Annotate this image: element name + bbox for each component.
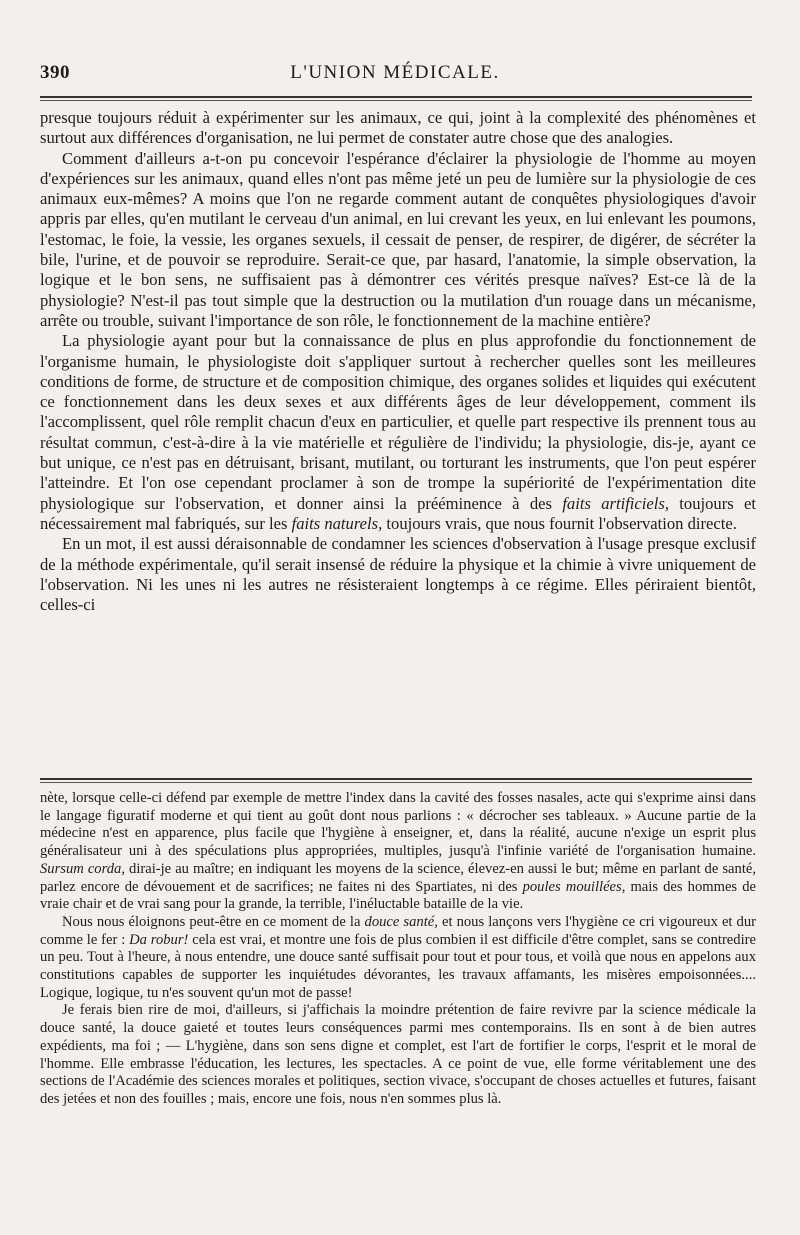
paragraph-continued: presque toujours réduit à expérimenter sur les animaux, ce qui, joint à la complexité des phénomènes et surtout aux différences d'organisation, ne lui permet de constater autre chose que des analogies. <box>40 108 756 148</box>
paragraph-physiology-goal <box>40 331 756 534</box>
footnote-text: dirai-je au maître; en indiquant les moyens de la science, élevez-en aussi le but; même en parlant de santé, parlez encore de dévouement et de sacrifices; ne faites ni des Spartiates, ni des <box>40 860 757 895</box>
emphasis-sursum-corda: Sursum corda, <box>40 860 125 877</box>
running-head <box>40 62 750 88</box>
footnote-rule <box>40 778 752 780</box>
header-rule-thin <box>40 100 752 101</box>
journal-title: L'UNION MÉDICALE. <box>290 62 500 83</box>
footnote-paragraph-2 <box>40 914 756 1003</box>
footnote-text: Nous nous éloignons peut-être en ce moment de la <box>62 913 365 930</box>
footnote-text: et nous lançons vers l'hygiène ce cri vigoureux et dur comme le fer : <box>40 913 756 948</box>
paragraph-conclusion: En un mot, il est aussi déraisonnable de condamner les sciences d'observation à l'usage presque exclusif de la méthode expérimentale, qu'il serait insensé de réduire la physique et la chimie à vivre uniquement de l'observation. Ni les unes ni les autres ne résisteraient longtemps à ce régime. Elles périraient bientôt, celles-ci <box>40 534 756 615</box>
page-number: 390 <box>40 62 70 83</box>
paragraph-animal-experiments: Comment d'ailleurs a-t-on pu concevoir l'espérance d'éclairer la physiologie de l'homme au moyen d'expériences sur les animaux, quand elles n'ont pas même jeté un peu de lumière sur la physiologie de ces animaux eux-mêmes? A moins que l'on ne regarde comment autant de conquêtes physiologiques d'avoir appris par elles, qu'en mutilant le cerveau d'un animal, en lui crevant les yeux, en lui enlevant les poumons, l'estomac, le foie, la vessie, les organes sexuels, il cessait de penser, de respirer, de digérer, de sécréter la bile, l'urine, et de pouvoir se reproduire. Serait-ce que, par hasard, l'anatomie, la simple observation, la logique et le bon sens, ne suffisaient pas à démontrer ces vérités presque naïves? Est-ce là de la physiologie? N'est-il pas tout simple que la destruction ou la mutilation d'un rouage dans un mécanisme, arrête ou trouble, suivant l'importance de son rôle, le fonctionnement de la machine entière? <box>40 148 756 330</box>
footnote-text: mais des hommes de vraie chair et de vrai sang pour la grande, la terrible, l'inéluctable bataille de la vie. <box>40 878 756 913</box>
footnote-text: nète, lorsque celle-ci défend par exemple de mettre l'index dans la cavité des fosses nasales, acte qui s'exprime ainsi dans le langage figuratif moderne et qui tient au goût dont nous parlions : « décrocher ses tableaux. » Aucune partie de la médecine n'est en apparence, plus facile que l'hygiène à enseigner, et, dans la réalité, aucune n'exige un esprit plus généralisateur uni à des spéculations plus appropriées, multiples, jusqu'à l'infinie variété de l'organisation humaine. <box>40 790 756 860</box>
paragraph-text: La physiologie ayant pour but la connaissance de plus en plus approfondie du fonctionnement de l'organisme humain, le physiologiste doit s'appliquer surtout à rechercher quelles sont les meilleures conditions de forme, de structure et de composition chimique, des organes solides et liquides qui exécutent ce fonctionnement dans les deux sexes et aux différents âges de leur développement, comment ils l'accomplissent, quel rôle remplit chacun d'eux en particulier, et quelle part respective ils prennent tous au résultat commun, c'est-à-dire à la vie matérielle et régulière de l'individu; la physiologie, dis-je, ayant ce but unique, ce n'est pas en détruisant, brisant, mutilant, ou torturant les instruments, que l'on peut espérer l'atteindre. Et l'on ose cependant proclamer à son de trompe la supériorité de l'expérimentation dite physiologique sur l'observation, et donner ainsi la prééminence à des <box>40 331 756 513</box>
footnote-paragraph-3: Je ferais bien rire de moi, d'ailleurs, si j'affichais la moindre prétention de faire revivre par la science médicale la douce santé, la douce gaieté et toutes leurs conséquences parmi mes contemporains. Ils en sont à de bien autres expédients, ma foi ; — L'hygiène, dans son sens digne et complet, est l'art de fortifier le corps, l'esprit et le moral de l'homme. Elle embrasse l'éducation, les lectures, les spectacles. A ce point de vue, elle forme véritablement une des sections de l'Académie des sciences morales et politiques, section vivace, s'occupant de choses actuelles et futures, faisant des jetées et non des fouilles ; mais, encore une fois, nous n'en sommes plus là. <box>40 1002 756 1107</box>
header-rule <box>40 96 752 98</box>
footnote-text: cela est vrai, et montre une fois de plus combien il est difficile d'être complet, sans se contredire un peu. Tout à l'heure, à nous entendre, une douce santé suffisait pour tout et pour tous, et voilà que nous en appelons aux constitutions capables de supporter les inquiétudes dévorantes, les travaux affamants, les misères empoisonnées.... Logique, logique, tu n'es souvent qu'un mot de passe! <box>40 931 756 1001</box>
emphasis-faits-naturels: faits naturels, <box>291 513 383 533</box>
footnote-rule-thin <box>40 782 752 783</box>
emphasis-douce-sante: douce santé, <box>364 913 438 930</box>
emphasis-da-robur: Da robur! <box>129 931 189 948</box>
footnote <box>40 790 756 1109</box>
emphasis-faits-artificiels: faits artificiels, <box>562 493 669 513</box>
emphasis-poules-mouillees: poules mouillées, <box>522 878 626 895</box>
footnote-paragraph-1 <box>40 790 756 914</box>
paragraph-text: toujours et nécessairement mal fabriqués, sur les <box>40 493 756 533</box>
paragraph-text: toujours vrais, que nous fournit l'observation directe. <box>382 513 737 533</box>
main-text <box>40 108 756 615</box>
